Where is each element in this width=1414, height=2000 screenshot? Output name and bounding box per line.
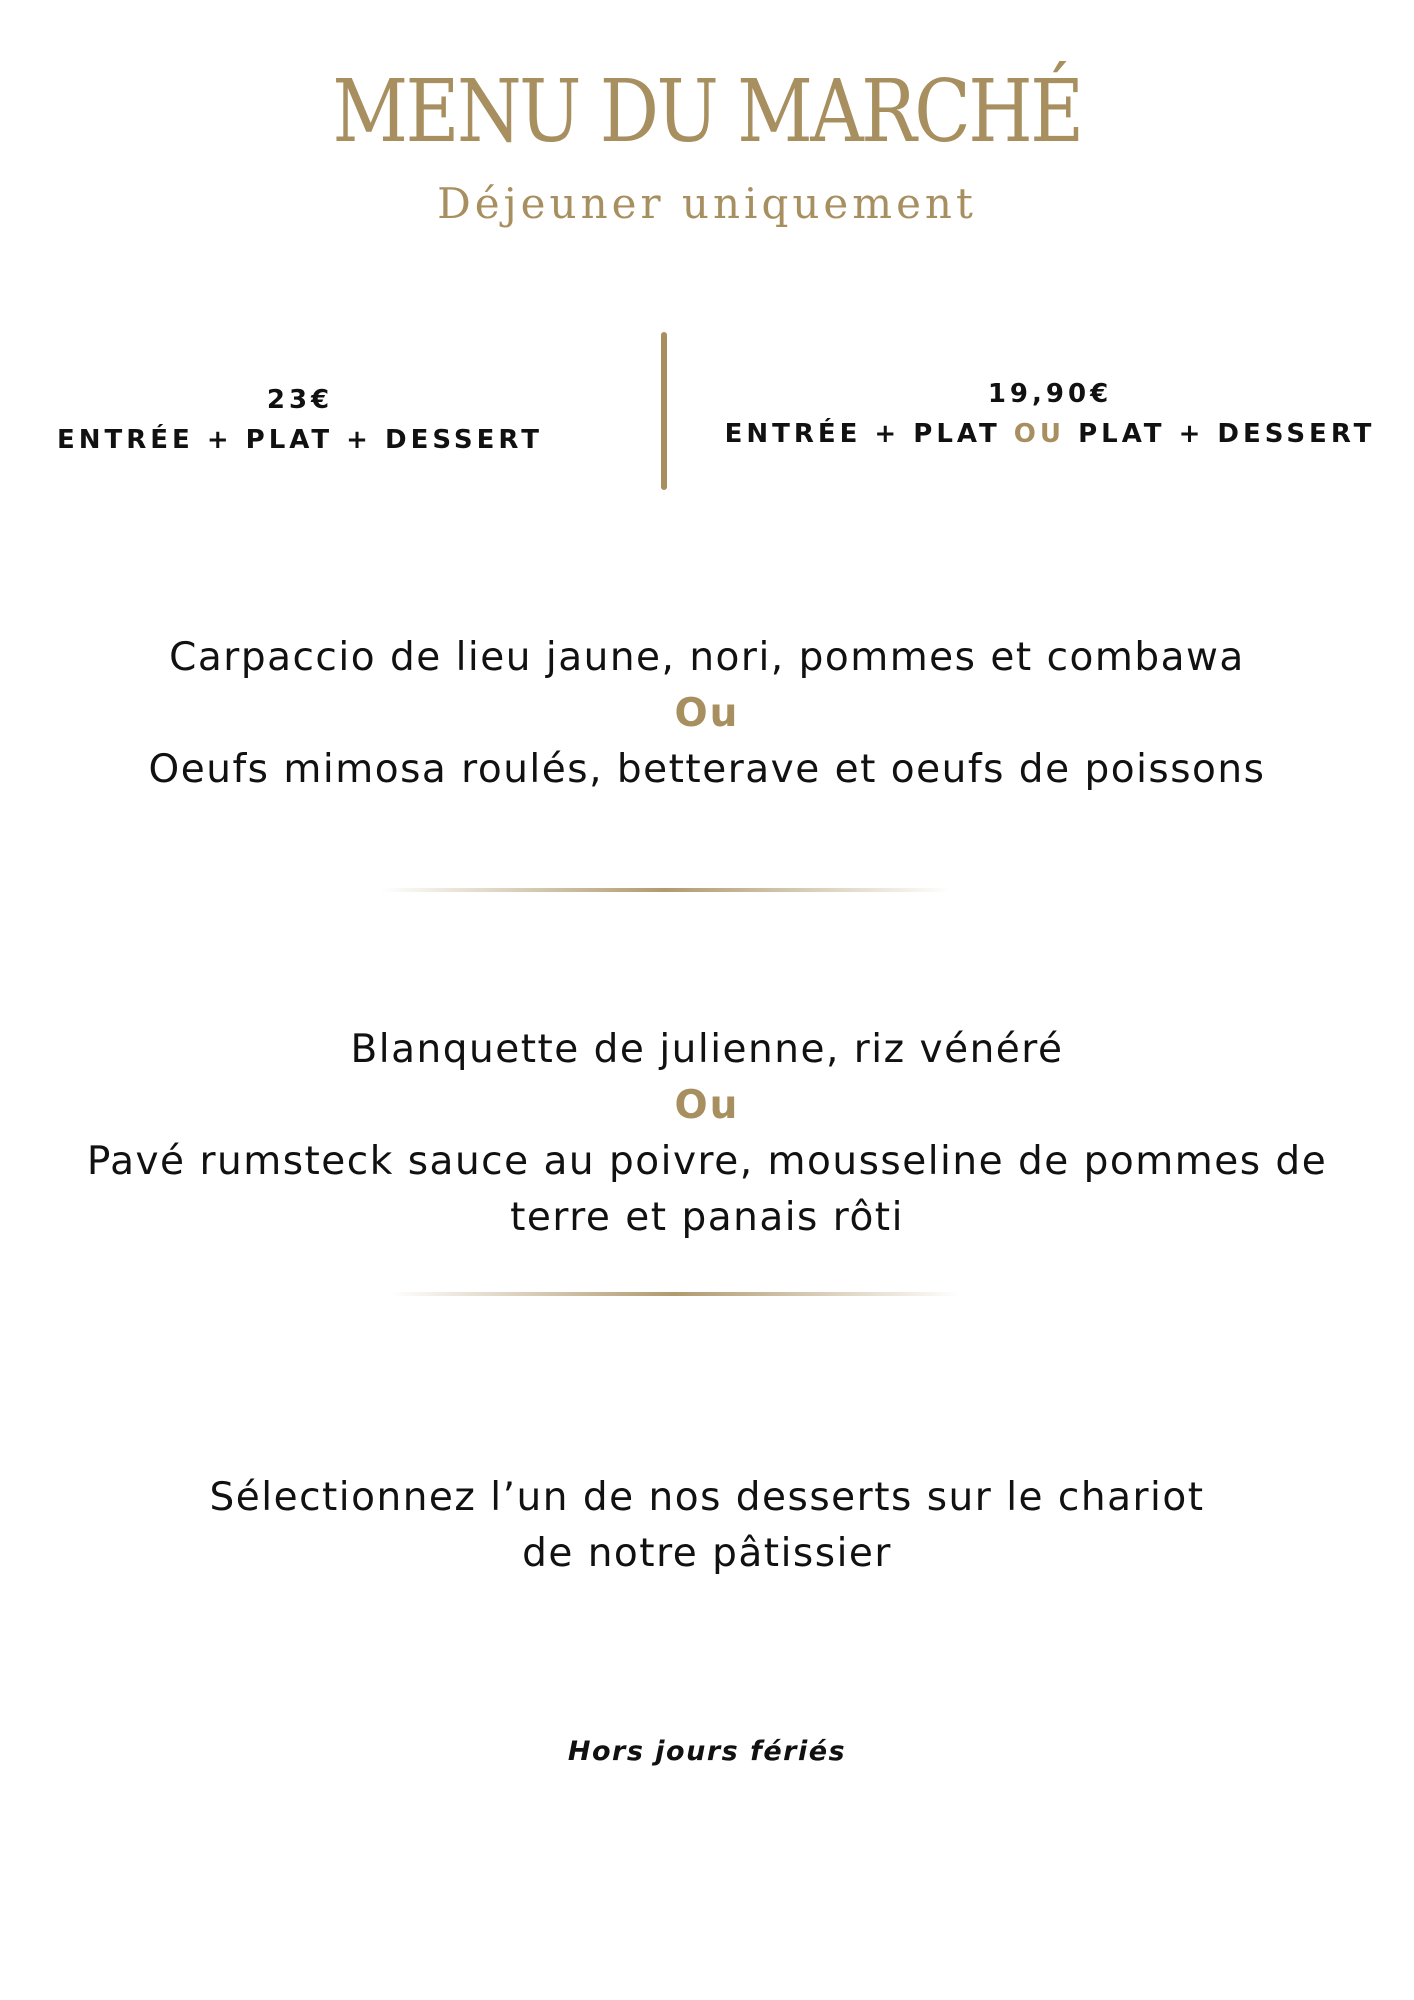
- price-short: 19,90€: [987, 379, 1113, 409]
- plat-section: [60, 1022, 1354, 1246]
- plat-or-label: Ou: [674, 1083, 740, 1128]
- menu-subtitle: Déjeuner uniquement: [437, 179, 977, 228]
- price-option-short: [720, 374, 1380, 454]
- entree-or-label: Ou: [674, 691, 740, 736]
- price-option-full: [40, 380, 560, 460]
- formula-full: ENTRÉE + PLAT + DESSERT: [56, 425, 543, 455]
- entree-option-2: Oeufs mimosa roulés, betterave et oeufs de poissons: [148, 747, 1266, 792]
- dessert-section: [60, 1470, 1354, 1582]
- price-full: 23€: [266, 385, 334, 415]
- formula-short-or: OU: [1013, 419, 1066, 449]
- dessert-line-2: de notre pâtissier: [522, 1531, 892, 1576]
- plat-option-2: Pavé rumsteck sauce au poivre, mousseline de pommes de terre et panais rôti: [86, 1139, 1328, 1240]
- entree-section: [60, 630, 1354, 798]
- footnote: Hors jours fériés: [567, 1736, 847, 1767]
- menu-title: MENU DU MARCHÉ: [332, 62, 1082, 162]
- plat-option-1: Blanquette de julienne, riz vénéré: [350, 1027, 1064, 1072]
- entree-option-1: Carpaccio de lieu jaune, nori, pommes et combawa: [169, 635, 1245, 680]
- formula-short-part1: ENTRÉE + PLAT: [724, 419, 1001, 449]
- formula-short: [720, 414, 1380, 454]
- dessert-line-1: Sélectionnez l’un de nos desserts sur le chariot: [209, 1475, 1205, 1520]
- section-divider: [390, 1292, 960, 1296]
- price-divider: [661, 332, 667, 490]
- formula-short-part2: PLAT + DESSERT: [1078, 419, 1376, 449]
- section-divider: [380, 888, 950, 892]
